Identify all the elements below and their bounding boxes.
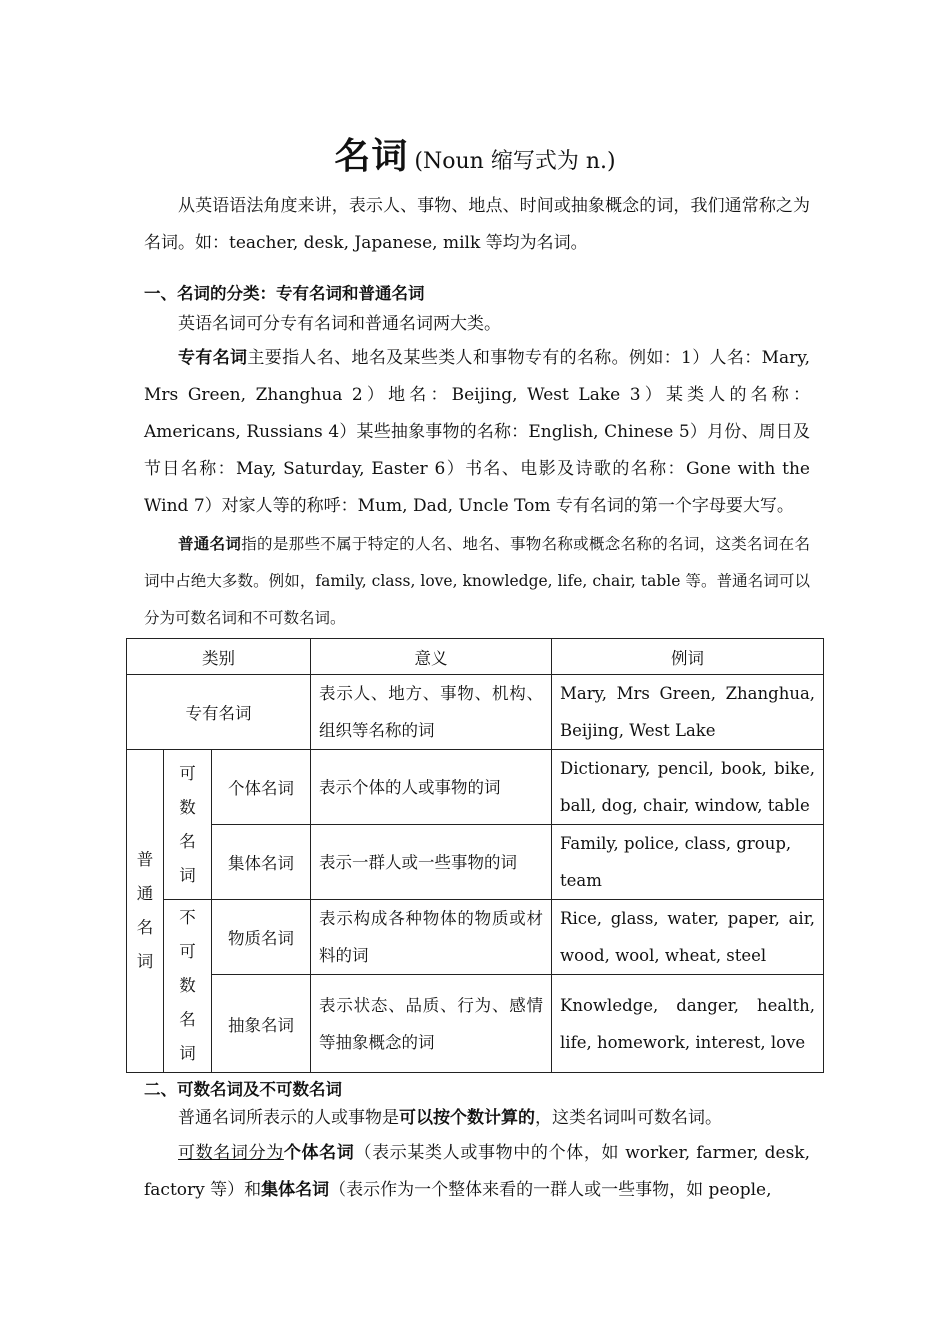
- uncountable-label-char: 不: [179, 908, 196, 927]
- row-examples: Dictionary, pencil, book, bike, ball, dog, chair, window, table: [552, 750, 824, 825]
- section2-p1-text-b: ，这类名词叫可数名词。: [535, 1108, 722, 1128]
- common-label-char: 普: [136, 850, 154, 869]
- section2-p2-text-b: （表示作为一个整体来看的一群人或一些事物，如 people,: [329, 1180, 772, 1200]
- header-examples: 例词: [552, 639, 824, 675]
- header-meaning: 意义: [311, 639, 552, 675]
- table-header-row: [127, 639, 824, 675]
- header-category: 类别: [127, 639, 311, 675]
- intro-paragraph: 从英语语法角度来讲，表示人、事物、地点、时间或抽象概念的词，我们通常称之为名词。如：teacher, desk, Japanese, milk 等均为名词。: [144, 196, 810, 253]
- row-meaning: 表示构成各种物体的物质或材料的词: [311, 900, 552, 975]
- common-label-char: 通: [136, 884, 154, 903]
- common-label-char: 名: [136, 918, 154, 937]
- section1-p1: 英语名词可分专有名词和普通名词两大类。: [178, 314, 501, 334]
- row-type: 抽象名词: [212, 975, 311, 1073]
- row-meaning: 表示个体的人或事物的词: [311, 750, 552, 825]
- table-row-proper: [127, 675, 824, 750]
- uncountable-label-char: 数: [179, 976, 196, 995]
- section2-p2: [144, 1135, 810, 1209]
- section1-heading: 一、名词的分类：专有名词和普通名词: [144, 284, 425, 303]
- row-type: 集体名词: [212, 825, 311, 900]
- uncountable-label-char: 词: [179, 1044, 196, 1063]
- common-noun-paragraph: [144, 526, 810, 637]
- row-examples: Knowledge, danger, health, life, homework, interest, love: [552, 975, 824, 1073]
- countable-label-char: 名: [179, 831, 196, 851]
- countable-noun-label: [164, 750, 212, 900]
- row-meaning: 表示状态、品质、行为、感情等抽象概念的词: [311, 975, 552, 1073]
- noun-classification-table: [126, 638, 824, 1073]
- countable-label-char: 可: [179, 763, 196, 783]
- proper-meaning: 表示人、地方、事物、机构、组织等名称的词: [311, 675, 552, 750]
- table-row-material: [127, 900, 824, 975]
- title-sub: (Noun 缩写式为 n.): [414, 149, 616, 174]
- section2-p1-bold: 可以按个数计算的: [399, 1108, 535, 1128]
- row-type: 个体名词: [212, 750, 311, 825]
- section2-p2-text-a: （表示某类人或事物中的个体，如 worker, farmer, desk, factory 等）和: [144, 1143, 811, 1200]
- proper-noun-text: 主要指人名、地名及某些类人和事物专有的名称。例如：1）人名：Mary, Mrs Green, Zhanghua 2）地名：Beijing, West Lake 3）某类人的名称：Americans, Russians 4）某些抽象事物的名称：English, Chinese 5）月份、周日及节日名称：May, Saturday, Easter 6）书名、电影及诗歌的名称：Gone with the Wind 7）对家人等的称呼：Mum, Dad, Uncle Tom 专有名词的第一个字母要大写。: [144, 348, 811, 516]
- proper-label: 专有名词: [127, 675, 311, 750]
- common-label-char: 词: [136, 952, 154, 971]
- common-noun-term: 普通名词: [178, 535, 242, 553]
- common-noun-text: 指的是那些不属于特定的人名、地名、事物名称或概念名称的名词，这类名词在名词中占绝大多数。例如，family, class, love, knowledge, life, chair, table 等。普通名词可以分为可数名词和不可数名词。: [144, 535, 810, 627]
- uncountable-label-char: 可: [179, 942, 196, 961]
- uncountable-label-char: 名: [179, 1010, 196, 1029]
- page-title: [0, 128, 950, 179]
- row-examples: Rice, glass, water, paper, air, wood, wool, wheat, steel: [552, 900, 824, 975]
- title-main: 名词: [334, 136, 409, 177]
- table-row-abstract: [127, 975, 824, 1073]
- proper-examples: Mary, Mrs Green, Zhanghua, Beijing, West Lake: [552, 675, 824, 750]
- countable-label-char: 词: [179, 865, 196, 885]
- uncountable-noun-label: [164, 900, 212, 1073]
- section2-heading: 二、可数名词及不可数名词: [144, 1080, 342, 1099]
- section2-p2-bold1: 个体名词: [283, 1143, 355, 1163]
- proper-noun-paragraph: [144, 340, 810, 525]
- row-meaning: 表示一群人或一些事物的词: [311, 825, 552, 900]
- proper-noun-term: 专有名词: [178, 348, 248, 368]
- row-type: 物质名词: [212, 900, 311, 975]
- row-examples: Family, police, class, group, team: [552, 825, 824, 900]
- section2-p1-text-a: 普通名词所表示的人或事物是: [178, 1108, 399, 1128]
- common-noun-label: [127, 750, 164, 1073]
- section2-p2-underline: 可数名词分为: [178, 1143, 284, 1163]
- table-row-individual: [127, 750, 824, 825]
- section2-p1: [144, 1100, 810, 1137]
- section2-p2-bold2: 集体名词: [261, 1180, 330, 1200]
- table-row-collective: [127, 825, 824, 900]
- countable-label-char: 数: [179, 797, 196, 817]
